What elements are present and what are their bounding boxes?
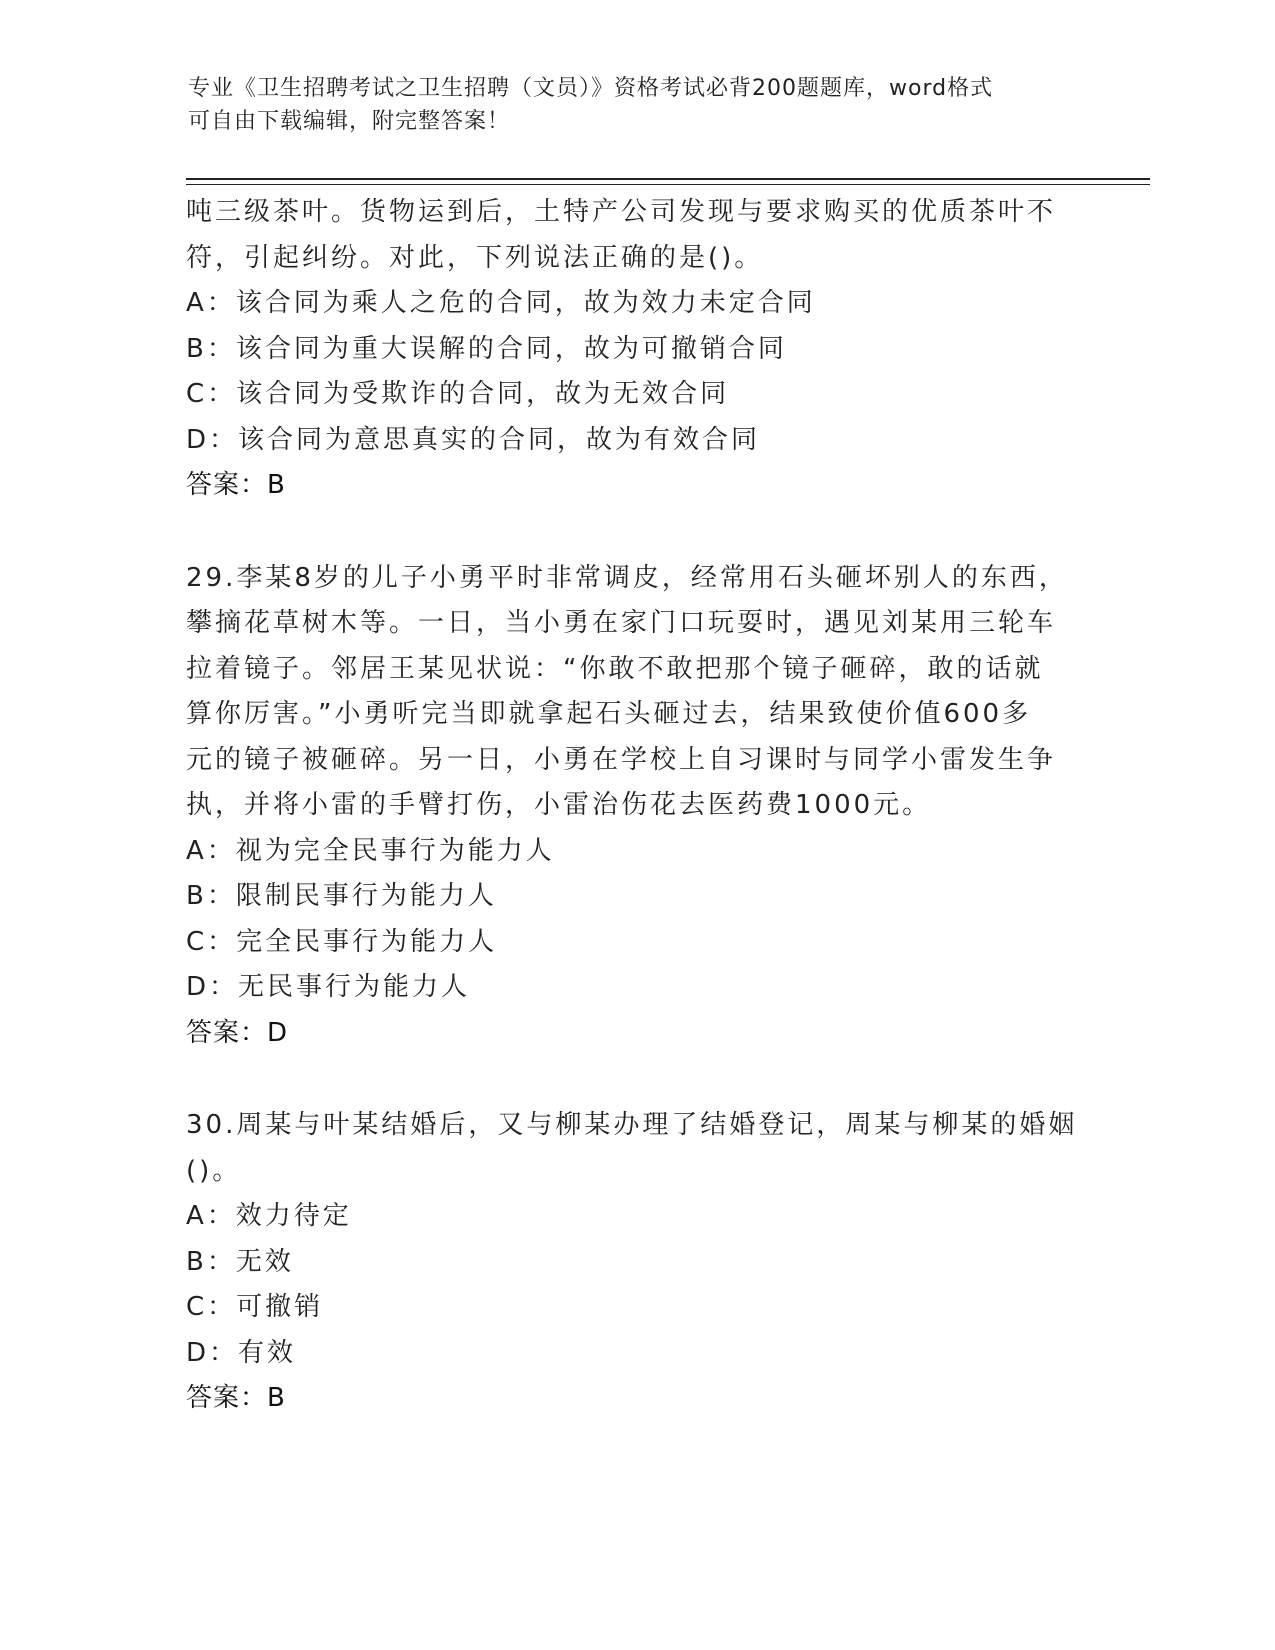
option-d: D：该合同为意思真实的合同，故为有效合同 — [186, 424, 761, 455]
option-a: A：视为完全民事行为能力人 — [186, 835, 555, 866]
question-stem-line: 30.周某与叶某结婚后，又与柳某办理了结婚登记，周某与柳某的婚姻 — [186, 1110, 1078, 1140]
question-28 — [186, 190, 1106, 509]
option-b: B：无效 — [186, 1246, 294, 1277]
option-b: B：限制民事行为能力人 — [186, 881, 497, 911]
header-line-2: 可自由下载编辑，附完整答案！ — [188, 109, 511, 134]
question-30 — [186, 1103, 1106, 1422]
answer-line: 答案：D — [186, 1017, 289, 1048]
question-spacer — [186, 509, 1106, 556]
question-stem-line: 执，并将小雷的手臂打伤，小雷治伤花去医药费1000元。 — [186, 790, 932, 820]
header-divider-thin — [186, 184, 1150, 185]
question-stem-line: 符，引起纠纷。对此，下列说法正确的是()。 — [186, 242, 764, 273]
question-stem-line: 吨三级茶叶。货物运到后，土特产公司发现与要求购买的优质茶叶不 — [186, 197, 1057, 227]
option-c: C：可撤销 — [186, 1292, 324, 1322]
option-d: D：无民事行为能力人 — [186, 972, 471, 1002]
document-body — [186, 190, 1106, 1422]
question-spacer — [186, 1056, 1106, 1103]
option-c: C：完全民事行为能力人 — [186, 926, 498, 957]
option-c: C：该合同为受欺诈的合同，故为无效合同 — [186, 379, 730, 409]
header-line-1: 专业《卫生招聘考试之卫生招聘（文员）》资格考试必背200题题库，word格式 — [188, 76, 994, 101]
option-a: A：该合同为乘人之危的合同，故为效力未定合同 — [186, 288, 816, 318]
option-b: B：该合同为重大误解的合同，故为可撤销合同 — [186, 333, 787, 364]
option-a: A：效力待定 — [186, 1201, 352, 1231]
question-stem-line: 算你厉害。”小勇听完当即就拿起石头砸过去，结果致使价值600多 — [186, 699, 1032, 729]
question-stem-line: 拉着镜子。邻居王某见状说：“你敢不敢把那个镜子砸碎，敢的话就 — [186, 653, 1044, 684]
option-d: D：有效 — [186, 1337, 297, 1368]
header-divider-thick — [186, 178, 1150, 180]
question-stem-line: ()。 — [186, 1155, 242, 1186]
document-header — [188, 72, 1088, 138]
answer-line: 答案：B — [186, 470, 286, 500]
question-29 — [186, 556, 1106, 1057]
answer-line: 答案：B — [186, 1383, 286, 1413]
question-stem-line: 元的镜子被砸碎。另一日，小勇在学校上自习课时与同学小雷发生争 — [186, 744, 1057, 775]
question-stem-line: 29.李某8岁的儿子小勇平时非常调皮，经常用石头砸坏别人的东西， — [186, 562, 1068, 593]
question-stem-line: 攀摘花草树木等。一日，当小勇在家门口玩耍时，遇见刘某用三轮车 — [186, 608, 1057, 638]
